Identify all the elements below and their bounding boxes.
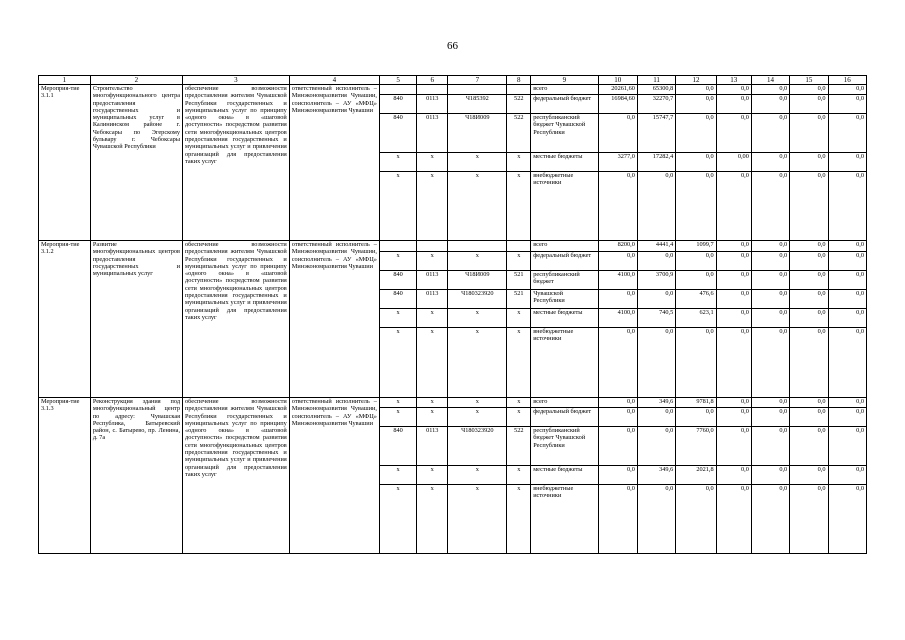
column-number-6: 6 [417,76,448,85]
amount-cell: 0,0 [790,309,828,328]
event-goal: обеспечение возможности предоставления жителям Чувашской Республики государственных и муниципальных услуг по принципу «одного окна» в «шаговой доступности» посредством развития сети многофункциональных центров предоставления государственных и муниципальных услуг и привлечения организаций для предоставления таких услуг [183,241,290,398]
amount-cell: 0,0 [676,328,716,398]
code-expense-type: 522 [507,114,531,153]
code-grbs [379,85,416,95]
code-target-item: x [448,466,507,485]
code-section: x [417,309,448,328]
amount-cell: 0,0 [828,485,866,554]
event-goal: обеспечение возможности предоставления жителям Чувашской Республики государственных и муниципальных услуг по принципу «одного окна» в «шаговой доступности» посредством развития сети многофункциональных центров предоставления государственных и муниципальных услуг и привлечения организаций для предоставления таких услуг [183,85,290,241]
code-grbs: x [379,172,416,241]
code-grbs: x [379,485,416,554]
amount-cell: 0,0 [676,252,716,271]
code-expense-type: x [507,252,531,271]
funding-source: федеральный бюджет [531,252,598,271]
amount-cell: 0,0 [637,252,675,271]
code-target-item: Ч185392 [448,95,507,114]
amount-cell: 0,0 [716,328,751,398]
amount-cell: 0,0 [751,309,789,328]
column-number-13: 13 [716,76,751,85]
code-grbs: x [379,328,416,398]
code-expense-type: 521 [507,290,531,309]
amount-cell: 0,0 [716,427,751,466]
code-expense-type: x [507,408,531,427]
amount-cell: 4100,0 [598,271,637,290]
funding-source: федеральный бюджет [531,408,598,427]
amount-cell: 0,0 [751,271,789,290]
code-expense-type: x [507,328,531,398]
amount-cell: 0,0 [751,485,789,554]
amount-cell: 740,5 [637,309,675,328]
funding-source: внебюджетные источники [531,328,598,398]
column-number-16: 16 [828,76,866,85]
code-section: x [417,328,448,398]
code-expense-type: 521 [507,271,531,290]
amount-cell: 0,0 [751,95,789,114]
amount-cell: 0,0 [828,252,866,271]
code-expense-type: x [507,172,531,241]
amount-cell: 0,0 [716,466,751,485]
column-number-7: 7 [448,76,507,85]
amount-cell: 3700,9 [637,271,675,290]
code-target-item: x [448,408,507,427]
amount-cell: 0,0 [716,95,751,114]
amount-cell: 623,1 [676,309,716,328]
code-grbs: x [379,466,416,485]
amount-cell: 0,0 [790,466,828,485]
column-number-5: 5 [379,76,416,85]
event-name: Реконструкция здания под многофункциональный центр по адресу: Чувашская Республика, Батыревский район, с. Батырево, пр. Ленина, д. 7а [90,398,182,554]
amount-cell: 0,0 [751,328,789,398]
amount-cell: 0,0 [790,172,828,241]
funding-source: Чувашской Республики [531,290,598,309]
event-number: Мероприя-тие 3.1.2 [39,241,91,398]
code-target-item: x [448,485,507,554]
code-expense-type: x [507,466,531,485]
code-grbs: 840 [379,95,416,114]
code-target-item: x [448,172,507,241]
amount-cell: 0,0 [676,85,716,95]
event-executor: ответственный исполнитель – Минэкономразвития Чувашии, соисполнитель – АУ «МФЦ» Минэкономразвития Чувашии [289,241,379,398]
amount-cell: 0,0 [716,408,751,427]
column-number-header [39,76,867,85]
code-target-item: x [448,153,507,172]
amount-cell: 0,0 [828,153,866,172]
funding-source: федеральный бюджет [531,95,598,114]
amount-cell: 0,0 [716,290,751,309]
code-grbs: x [379,309,416,328]
amount-cell: 0,0 [676,95,716,114]
code-target-item: Ч180323920 [448,290,507,309]
amount-cell: 0,0 [598,114,637,153]
event-executor: ответственный исполнитель – Минэкономразвития Чувашии, соисполнитель – АУ «МФЦ» Минэкономразвития Чувашии [289,398,379,554]
amount-cell: 0,0 [598,290,637,309]
amount-cell: 0,0 [828,95,866,114]
amount-cell: 0,0 [790,95,828,114]
code-target-item: Ч18И009 [448,114,507,153]
page-number: 66 [447,40,458,52]
amount-cell: 0,0 [751,241,789,252]
amount-cell: 0,0 [790,328,828,398]
code-target-item: x [448,398,507,408]
amount-cell: 0,0 [637,290,675,309]
code-section: 0113 [417,114,448,153]
event-goal: обеспечение возможности предоставления жителям Чувашской Республики государственных и муниципальных услуг по принципу «одного окна» в «шаговой доступности» посредством развития сети многофункциональных центров предоставления государственных и муниципальных услуг и привлечения организаций для предоставления таких услуг [183,398,290,554]
code-grbs: 840 [379,271,416,290]
funding-source: внебюджетные источники [531,485,598,554]
amount-cell: 0,0 [716,85,751,95]
amount-cell: 0,0 [751,252,789,271]
amount-cell: 0,0 [790,398,828,408]
amount-cell: 7760,0 [676,427,716,466]
code-grbs: x [379,153,416,172]
funding-source: республиканский бюджет Чувашской Республики [531,114,598,153]
column-number-1: 1 [39,76,91,85]
amount-cell: 0,0 [828,309,866,328]
amount-cell: 0,0 [828,427,866,466]
event-number: Мероприя-тие 3.1.3 [39,398,91,554]
amount-cell: 0,0 [790,252,828,271]
amount-cell: 0,0 [598,485,637,554]
code-section: 0113 [417,290,448,309]
code-section: x [417,252,448,271]
amount-cell: 65300,8 [637,85,675,95]
code-section [417,85,448,95]
amount-cell: 0,0 [751,398,789,408]
column-number-11: 11 [637,76,675,85]
code-expense-type: 522 [507,95,531,114]
amount-cell: 0,0 [790,408,828,427]
amount-cell: 0,0 [751,85,789,95]
table-row [39,85,867,95]
amount-cell: 0,0 [676,114,716,153]
column-number-15: 15 [790,76,828,85]
code-grbs: 840 [379,427,416,466]
funding-source: местные бюджеты [531,309,598,328]
amount-cell: 0,0 [716,398,751,408]
amount-cell: 0,0 [716,485,751,554]
amount-cell: 0,0 [598,427,637,466]
amount-cell: 0,0 [790,427,828,466]
amount-cell: 0,0 [637,408,675,427]
code-expense-type: x [507,398,531,408]
code-section: x [417,172,448,241]
table-body [39,76,867,554]
amount-cell: 0,0 [828,408,866,427]
amount-cell: 3277,0 [598,153,637,172]
amount-cell: 349,6 [637,398,675,408]
table-row [39,241,867,252]
amount-cell: 0,0 [676,485,716,554]
amount-cell: 0,0 [828,466,866,485]
code-target-item: Ч18И009 [448,271,507,290]
amount-cell: 0,0 [828,241,866,252]
amount-cell: 349,6 [637,466,675,485]
code-section: x [417,398,448,408]
code-grbs: x [379,252,416,271]
amount-cell: 0,00 [716,153,751,172]
amount-cell: 0,0 [598,408,637,427]
code-section: x [417,408,448,427]
code-grbs [379,241,416,252]
amount-cell: 0,0 [716,241,751,252]
amount-cell: 0,0 [716,114,751,153]
amount-cell: 0,0 [751,172,789,241]
funding-source: всего [531,85,598,95]
amount-cell: 0,0 [828,398,866,408]
amount-cell: 0,0 [676,408,716,427]
code-expense-type: x [507,309,531,328]
amount-cell: 0,0 [790,290,828,309]
amount-cell: 0,0 [751,466,789,485]
amount-cell: 20261,60 [598,85,637,95]
amount-cell: 0,0 [751,153,789,172]
amount-cell: 16984,60 [598,95,637,114]
amount-cell: 0,0 [637,427,675,466]
code-expense-type [507,85,531,95]
amount-cell: 0,0 [790,485,828,554]
event-executor: ответственный исполнитель – Минэкономразвития Чувашии, соисполнитель – АУ «МФЦ» Минэкономразвития Чувашии [289,85,379,241]
code-grbs: 840 [379,290,416,309]
code-target-item [448,85,507,95]
code-target-item: x [448,309,507,328]
column-number-8: 8 [507,76,531,85]
amount-cell: 0,0 [676,172,716,241]
amount-cell: 0,0 [828,271,866,290]
amount-cell: 0,0 [716,252,751,271]
amount-cell: 0,0 [751,408,789,427]
code-expense-type: 522 [507,427,531,466]
funding-source: республиканский бюджет Чувашской Республики [531,427,598,466]
amount-cell: 0,0 [790,153,828,172]
amount-cell: 0,0 [751,114,789,153]
funding-source: местные бюджеты [531,153,598,172]
funding-source: внебюджетные источники [531,172,598,241]
funding-source: республиканский бюджет [531,271,598,290]
table-row [39,398,867,408]
amount-cell: 0,0 [598,328,637,398]
code-section: x [417,153,448,172]
amount-cell: 0,0 [828,85,866,95]
amount-cell: 0,0 [828,290,866,309]
code-expense-type: x [507,485,531,554]
amount-cell: 0,0 [637,172,675,241]
code-section: 0113 [417,427,448,466]
code-expense-type: x [507,153,531,172]
funding-source: местные бюджеты [531,466,598,485]
amount-cell: 0,0 [676,153,716,172]
amount-cell: 0,0 [751,427,789,466]
amount-cell: 0,0 [598,172,637,241]
amount-cell: 0,0 [828,172,866,241]
amount-cell: 0,0 [676,271,716,290]
amount-cell: 0,0 [828,328,866,398]
column-number-14: 14 [751,76,789,85]
event-number: Мероприя-тие 3.1.1 [39,85,91,241]
amount-cell: 15747,7 [637,114,675,153]
amount-cell: 0,0 [790,271,828,290]
code-section: 0113 [417,95,448,114]
code-target-item: Ч180323920 [448,427,507,466]
amount-cell: 0,0 [598,398,637,408]
amount-cell: 0,0 [637,485,675,554]
amount-cell: 0,0 [828,114,866,153]
amount-cell: 32270,7 [637,95,675,114]
column-number-9: 9 [531,76,598,85]
code-target-item: x [448,328,507,398]
amount-cell: 0,0 [598,252,637,271]
code-section: x [417,466,448,485]
funding-source: всего [531,241,598,252]
column-number-2: 2 [90,76,182,85]
column-number-3: 3 [183,76,290,85]
amount-cell: 17282,4 [637,153,675,172]
code-grbs: 840 [379,114,416,153]
amount-cell: 9781,8 [676,398,716,408]
budget-table [38,75,867,554]
event-name: Строительство многофункционального центра предоставления государственных и муниципальных услуг в Калининском районе г. Чебоксары по Эгерскому бульвару г. Чебоксары Чувашской Республики [90,85,182,241]
code-target-item: x [448,252,507,271]
amount-cell: 0,0 [790,114,828,153]
amount-cell: 0,0 [751,290,789,309]
code-target-item [448,241,507,252]
amount-cell: 4100,0 [598,309,637,328]
amount-cell: 2021,8 [676,466,716,485]
amount-cell: 0,0 [790,241,828,252]
amount-cell: 0,0 [716,172,751,241]
amount-cell: 476,6 [676,290,716,309]
code-grbs: x [379,408,416,427]
code-section [417,241,448,252]
code-section: 0113 [417,271,448,290]
amount-cell: 8200,0 [598,241,637,252]
funding-source: всего [531,398,598,408]
amount-cell: 1099,7 [676,241,716,252]
code-expense-type [507,241,531,252]
column-number-10: 10 [598,76,637,85]
column-number-12: 12 [676,76,716,85]
amount-cell: 0,0 [716,309,751,328]
amount-cell: 0,0 [716,271,751,290]
amount-cell: 0,0 [637,328,675,398]
amount-cell: 0,0 [598,466,637,485]
amount-cell: 4441,4 [637,241,675,252]
code-section: x [417,485,448,554]
column-number-4: 4 [289,76,379,85]
amount-cell: 0,0 [790,85,828,95]
event-name: Развитие многофункциональных центров предоставления государственных и муниципальных услуг [90,241,182,398]
code-grbs: x [379,398,416,408]
